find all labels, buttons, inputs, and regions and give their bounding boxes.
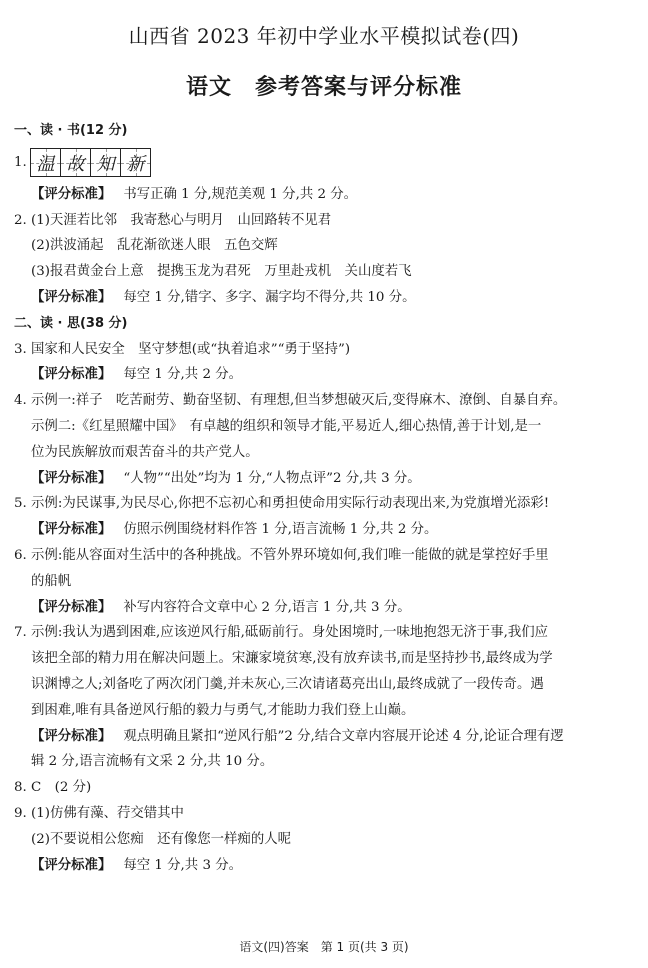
calligraphy-char: 新 [121, 149, 150, 176]
answer-line: 示例二:《红星照耀中国》 有卓越的组织和领导才能,平易近人,细心热情,善于计划,是一 [31, 418, 542, 434]
scoring-tag: 【评分标准】 [31, 367, 112, 383]
answer-line: 8. C (2 分) [14, 780, 92, 796]
scoring-tag: 【评分标准】 [31, 470, 112, 486]
scoring-standard-continued: 辑 2 分,语言流畅有文采 2 分,共 10 分。 [31, 754, 274, 770]
answer-line: 到困难,唯有具备逆风行船的毅力与勇气,才能助力我们登上山巅。 [31, 702, 415, 718]
scoring-tag: 【评分标准】 [31, 522, 112, 538]
calligraphy-char: 知 [91, 149, 121, 176]
scoring-standard: 【评分标准】 “人物”“出处”均为 1 分,“人物点评”2 分,共 3 分。 [31, 470, 421, 486]
section-heading-read-write: 一、读 · 书(12 分) [14, 123, 128, 138]
answer-line: 的船帆 [31, 573, 72, 589]
answer-line: 9. (1)仿佛有藻、荇交错其中 [14, 805, 184, 821]
question-number: 1. [14, 155, 27, 171]
scoring-standard: 【评分标准】 每空 1 分,错字、多字、漏字均不得分,共 10 分。 [31, 289, 416, 305]
answer-line: 5. 示例:为民谋事,为民尽心,你把不忘初心和勇担使命用实际行动表现出来,为党旗增光添彩! [14, 496, 550, 512]
scoring-standard: 【评分标准】 观点明确且紧扣“逆风行船”2 分,结合文章内容展开论述 4 分,论证合理有逻 [31, 728, 564, 744]
answer-key-subtitle: 语文 参考答案与评分标准 [185, 75, 462, 100]
answer-line: 7. 示例:我认为遇到困难,应该逆风行船,砥砺前行。身处困境时,一味地抱怨无济于事,我们应 [14, 625, 549, 641]
answer-line: 3. 国家和人民安全 坚守梦想(或“执着追求”“勇于坚持”) [14, 341, 351, 357]
scoring-standard: 【评分标准】 每空 1 分,共 2 分。 [31, 367, 243, 383]
answer-line: 识渊博之人;刘备吃了两次闭门羹,并未灰心,三次请诸葛亮出山,最终成就了一段传奇。遇 [31, 676, 544, 692]
answer-line: (2)洪波涌起 乱花渐欲迷人眼 五色交辉 [31, 238, 278, 254]
answer-content [14, 118, 636, 878]
calligraphy-char: 故 [61, 149, 91, 176]
question-1 [14, 146, 636, 180]
answer-line: 该把全部的精力用在解决问题上。宋濂家境贫寒,没有放弃读书,而是坚持抄书,最终成为学 [31, 651, 553, 667]
answer-line: (3)报君黄金台上意 提携玉龙为君死 万里赴戎机 关山度若飞 [31, 264, 412, 280]
scoring-standard: 【评分标准】 书写正确 1 分,规范美观 1 分,共 2 分。 [31, 186, 358, 202]
scoring-standard: 【评分标准】 仿照示例围绕材料作答 1 分,语言流畅 1 分,共 2 分。 [31, 522, 438, 538]
calligraphy-grid [30, 148, 151, 177]
scoring-standard: 【评分标准】 补写内容符合文章中心 2 分,语言 1 分,共 3 分。 [31, 599, 411, 615]
scoring-tag: 【评分标准】 [31, 186, 112, 202]
answer-line: (2)不要说相公您痴 还有像您一样痴的人呢 [31, 831, 291, 847]
exam-title: 山西省 2023 年初中学业水平模拟试卷(四) [128, 24, 520, 48]
answer-line: 6. 示例:能从容面对生活中的各种挑战。不管外界环境如何,我们唯一能做的就是掌控好手里 [14, 547, 549, 563]
page-footer: 语文(四)答案 第 1 页(共 3 页) [239, 940, 409, 954]
answer-line: 2. (1)天涯若比邻 我寄愁心与明月 山回路转不见君 [14, 212, 332, 228]
scoring-tag: 【评分标准】 [31, 857, 112, 873]
scoring-tag: 【评分标准】 [31, 289, 112, 305]
calligraphy-char: 温 [31, 149, 61, 176]
section-heading-read-think: 二、读 · 思(38 分) [14, 315, 128, 331]
scoring-tag: 【评分标准】 [31, 728, 112, 744]
answer-line: 4. 示例一:祥子 吃苦耐劳、勤奋坚韧、有理想,但当梦想破灭后,变得麻木、潦倒、自暴自弃。 [14, 393, 567, 409]
scoring-tag: 【评分标准】 [31, 599, 112, 615]
scoring-standard: 【评分标准】 每空 1 分,共 3 分。 [31, 857, 243, 873]
answer-line: 位为民族解放而艰苦奋斗的共产党人。 [31, 444, 259, 460]
